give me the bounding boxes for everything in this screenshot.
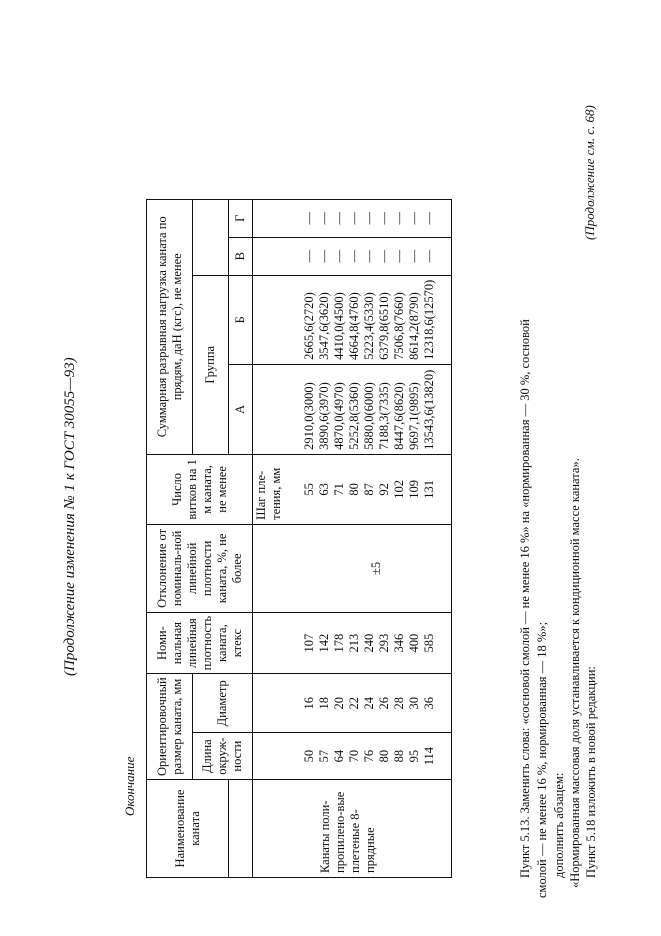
length-cell bbox=[253, 733, 452, 780]
dash-value: — bbox=[377, 211, 391, 225]
rope-table bbox=[146, 199, 452, 878]
twists-value: 80 bbox=[347, 483, 361, 496]
load-a-cell bbox=[253, 364, 452, 454]
load-a-value: 7188,3(7335) bbox=[377, 382, 391, 450]
header-diameter: Диаметр bbox=[193, 674, 253, 733]
dash-value: — bbox=[407, 249, 421, 263]
density-value: 240 bbox=[362, 633, 376, 653]
twists-value: 92 bbox=[377, 483, 391, 496]
group-a: А bbox=[229, 364, 253, 454]
header-group: Группа bbox=[193, 275, 229, 454]
density-value: 107 bbox=[302, 633, 316, 653]
load-b-value: 4664,8(4760) bbox=[347, 292, 361, 360]
load-b-value: 8614,2(8790) bbox=[407, 292, 421, 360]
density-value: 293 bbox=[377, 633, 391, 653]
dash-value: — bbox=[362, 211, 376, 225]
length-list bbox=[302, 737, 437, 775]
twists-list bbox=[302, 459, 437, 520]
header-load: Суммарная разрывная нагрузка каната по прядям, даН (кгс), не менее bbox=[147, 199, 193, 454]
dash-value: — bbox=[392, 211, 406, 225]
twists-cell bbox=[253, 454, 452, 524]
density-value: 178 bbox=[332, 633, 346, 653]
diameter-value: 28 bbox=[392, 697, 406, 710]
load-g-list bbox=[302, 204, 437, 233]
dash-value: — bbox=[362, 249, 376, 263]
load-a-value: 5252,8(5360) bbox=[347, 382, 361, 450]
load-a-value: 3890,6(3970) bbox=[317, 382, 331, 450]
rope-name: Канаты поли-пропилено-вые плетеные 8-прядные bbox=[318, 791, 377, 873]
load-b-value: 3547,6(3620) bbox=[317, 292, 331, 360]
diameter-value: 24 bbox=[362, 697, 376, 710]
density-value: 213 bbox=[347, 633, 361, 653]
paragraph-5-13: Пункт 5.13. Заменить слова: «сосновой смолой — не менее 16 %» на «нормированная — 30 %, сосновой bbox=[518, 319, 532, 878]
load-a-value: 5880,0(6000) bbox=[362, 382, 376, 450]
dash-value: — bbox=[377, 249, 391, 263]
header-rope-name: Наименование каната bbox=[147, 780, 229, 878]
diameter-value: 22 bbox=[347, 697, 361, 710]
load-b-value: 2665,6(2720) bbox=[302, 292, 316, 360]
dash-value: — bbox=[302, 249, 316, 263]
load-a-value: 4870,0(4970) bbox=[332, 382, 346, 450]
rotated-page bbox=[62, 60, 599, 936]
diameter-value: 26 bbox=[377, 697, 391, 710]
paragraph-5-13-cont: смолой — не менее 16 %, нормированная — 18 %»; bbox=[535, 621, 549, 898]
group-b: Б bbox=[229, 275, 253, 364]
paragraph-5-18: Пункт 5.18 изложить в новой редакции: bbox=[584, 666, 598, 878]
twists-value: 109 bbox=[407, 480, 421, 499]
length-value: 50 bbox=[302, 749, 316, 763]
diameter-list bbox=[302, 678, 437, 728]
header-length: Длина окруж-ности bbox=[193, 733, 253, 780]
density-list bbox=[302, 617, 437, 669]
dash-value: — bbox=[332, 211, 346, 225]
load-a-value: 9697,1(9895) bbox=[407, 382, 421, 450]
footer-note: (Продолжение см. с. 68) bbox=[582, 105, 597, 240]
dash-value: — bbox=[302, 211, 316, 225]
deviation-value: ±5 bbox=[368, 561, 383, 575]
ending-label: Окончание bbox=[122, 756, 137, 816]
length-value: 95 bbox=[407, 749, 421, 763]
length-value: 114 bbox=[422, 746, 436, 766]
header-size: Ориентировочный размер каната, мм bbox=[147, 674, 193, 780]
density-value: 346 bbox=[392, 633, 406, 653]
group-v: В bbox=[229, 237, 253, 275]
header-density: Номи-нальная линейная плотность каната, ктекс bbox=[147, 612, 253, 673]
header-note: (Продолжение изменения № 1 к ГОСТ 30055—93) bbox=[62, 357, 78, 676]
density-cell bbox=[253, 612, 452, 673]
load-b-value: 6379,8(6510) bbox=[377, 292, 391, 360]
load-b-value: 7506,8(7660) bbox=[392, 292, 406, 360]
dash-value: — bbox=[317, 211, 331, 225]
length-value: 76 bbox=[362, 749, 376, 763]
dash-value: — bbox=[347, 249, 361, 263]
load-b-value: 4410,0(4500) bbox=[332, 292, 346, 360]
paragraph-quote: «Нормированная массовая доля устанавливается к кондиционной массе каната». bbox=[568, 458, 582, 888]
weave-pitch: Шаг пле-тения, мм bbox=[254, 467, 283, 520]
twists-value: 71 bbox=[332, 483, 346, 496]
header-deviation: Отклонение от номиналь-ной линейной плотности каната, %, не более bbox=[147, 524, 253, 612]
dash-value: — bbox=[317, 249, 331, 263]
header-name-blank bbox=[229, 780, 253, 878]
diameter-value: 16 bbox=[302, 697, 316, 710]
deviation-cell bbox=[253, 524, 452, 612]
rope-name-cell bbox=[253, 780, 452, 878]
load-v-cell bbox=[253, 237, 452, 275]
header-twists: Число витков на 1 м каната, не менее bbox=[147, 454, 253, 524]
length-value: 70 bbox=[347, 749, 361, 763]
twists-value: 55 bbox=[302, 483, 316, 496]
header-group-blank bbox=[193, 199, 229, 275]
paragraph-add: дополнить абзацем: bbox=[552, 772, 566, 878]
length-value: 64 bbox=[332, 749, 346, 763]
twists-value: 131 bbox=[422, 480, 436, 499]
load-g-cell bbox=[253, 199, 452, 237]
load-b-value: 12318,6(12570) bbox=[422, 279, 436, 360]
diameter-value: 20 bbox=[332, 697, 346, 710]
diameter-value: 18 bbox=[317, 697, 331, 710]
length-value: 57 bbox=[317, 749, 331, 763]
diameter-value: 36 bbox=[422, 697, 436, 710]
load-v-list bbox=[302, 242, 437, 271]
dash-value: — bbox=[347, 211, 361, 225]
dash-value: — bbox=[332, 249, 346, 263]
diameter-value: 30 bbox=[407, 697, 421, 710]
load-a-value: 8447,6(8620) bbox=[392, 382, 406, 450]
load-a-value: 13543,6(13820) bbox=[422, 369, 436, 450]
load-b-cell bbox=[253, 275, 452, 364]
dash-value: — bbox=[407, 211, 421, 225]
twists-value: 63 bbox=[317, 483, 331, 496]
density-value: 400 bbox=[407, 633, 421, 653]
length-value: 88 bbox=[392, 749, 406, 763]
length-value: 80 bbox=[377, 749, 391, 763]
density-value: 142 bbox=[317, 633, 331, 653]
density-value: 585 bbox=[422, 633, 436, 653]
dash-value: — bbox=[392, 249, 406, 263]
load-a-value: 2910,0(3000) bbox=[302, 382, 316, 450]
twists-value: 87 bbox=[362, 483, 376, 496]
dash-value: — bbox=[422, 211, 436, 225]
dash-value: — bbox=[422, 249, 436, 263]
diameter-cell bbox=[253, 674, 452, 733]
load-a-list bbox=[302, 369, 437, 450]
load-b-list bbox=[302, 280, 437, 360]
group-g: Г bbox=[229, 199, 253, 237]
twists-value: 102 bbox=[392, 480, 406, 499]
load-b-value: 5223,4(5330) bbox=[362, 292, 376, 360]
